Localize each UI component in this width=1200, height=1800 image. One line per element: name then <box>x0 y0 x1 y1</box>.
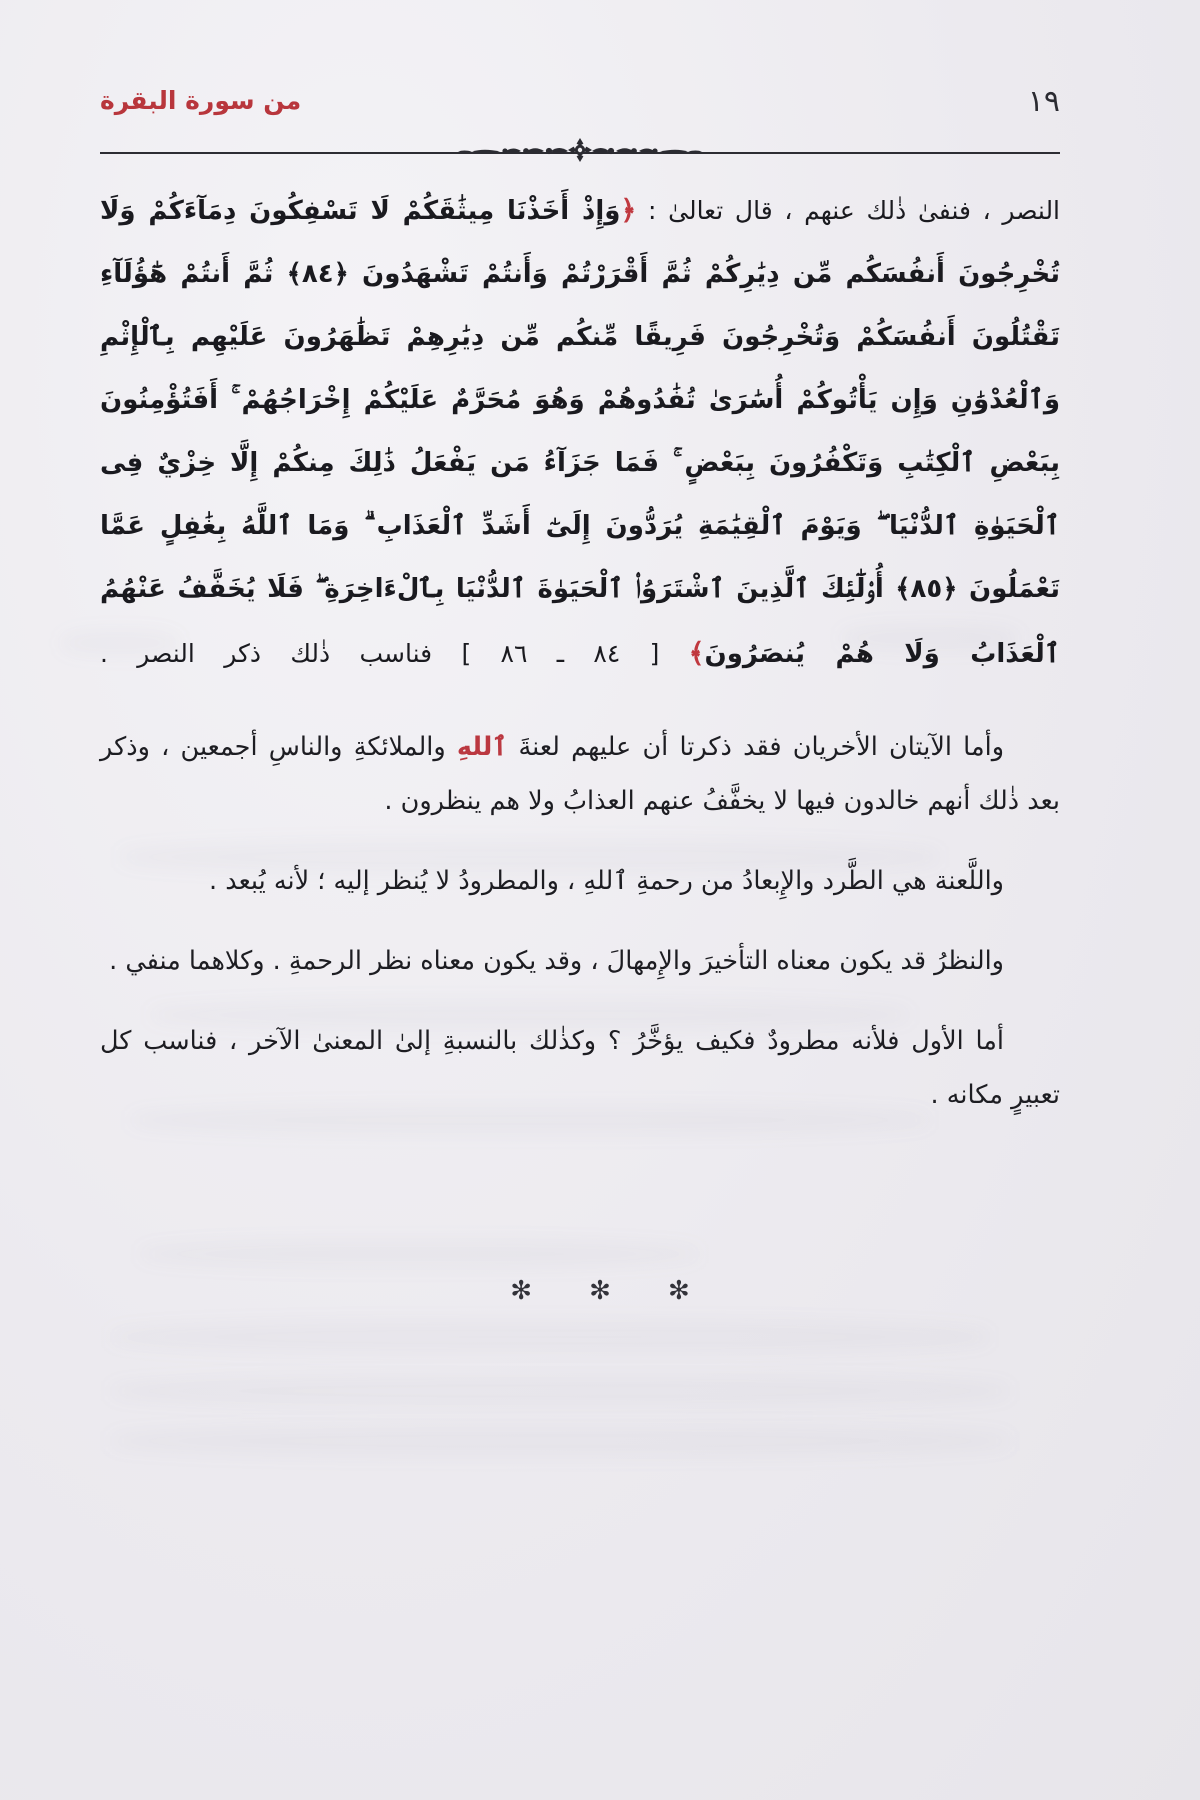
quran-lead-in-text: النصر ، فنفىٰ ذٰلك عنهم ، قال تعالىٰ : <box>636 196 1061 225</box>
quran-quotation-paragraph <box>100 178 1060 686</box>
bleed-through-blotch <box>110 1320 990 1354</box>
paragraph-segment: والملائكةِ والناسِ أجمعين ، وذكر بعد ذٰلك أنهم خالدون فيها لا يخفَّفُ عنهم العذابُ ولا هم ينظرون . <box>100 732 1060 817</box>
paragraph-segment: والنظرُ قد يكون معناه التأخيرَ والإِمهالَ ، وقد يكون معناه نظر الرحمةِ . وكلاهما منفي . <box>109 946 1004 977</box>
asterisk-icon: ✻ <box>667 1276 690 1306</box>
quran-block-tail-text: فناسب ذٰلك ذكر النصر . <box>100 638 433 668</box>
quote-open-bracket-icon: ﴿ <box>620 195 637 226</box>
text-column <box>100 178 1060 1148</box>
commentary-paragraph-2 <box>100 854 1060 908</box>
commentary-paragraph-3 <box>100 934 1060 988</box>
bleed-through-blotch <box>110 1375 1010 1407</box>
asterisk-icon: ✻ <box>589 1276 611 1306</box>
page-number: ١٩ <box>1027 84 1060 119</box>
paragraph-segment: واللَّعنة هي الطَّرد والإِبعادُ من رحمةِ <box>628 866 1004 897</box>
bleed-through-blotch <box>110 1425 1010 1457</box>
paragraph-segment: ، والمطرودُ لا يُنظر إليه ؛ لأنه يُبعد . <box>209 866 584 897</box>
verse-reference: [ ٨٤ ـ ٨٦ ] <box>432 638 689 668</box>
paragraph-segment: وأما الآيتان الأخريان فقد ذكرتا أن عليهم لعنةَ <box>507 732 1005 763</box>
lafz-al-jalala: ٱللهِ <box>456 732 508 763</box>
bleed-through-blotch <box>140 1240 700 1268</box>
header-rule <box>100 142 1060 166</box>
paragraph-segment: أما الأول فلأنه مطرودٌ فكيف يؤخَّرُ ؟ وكذٰلك بالنسبةِ إلىٰ المعنىٰ الآخر ، فناسب كل تعبيرٍ مكانه . <box>100 1026 1060 1111</box>
floral-divider-ornament <box>430 128 730 162</box>
quote-close-bracket-icon: ﴾ <box>688 637 705 669</box>
asterisk-separator <box>0 1276 1200 1306</box>
quran-verse-text: وَإِذْ أَخَذْنَا مِيثَٰقَكُمْ لَا تَسْفِكُونَ دِمَآءَكُمْ وَلَا تُخْرِجُونَ أَنفُسَكُم مِّن دِيَٰرِكُمْ ثُمَّ أَقْرَرْتُمْ وَأَنتُمْ تَشْهَدُونَ ﴿٨٤﴾ ثُمَّ أَنتُمْ هَٰٓؤُلَآءِ تَقْتُلُونَ أَنفُسَكُمْ وَتُخْرِجُونَ فَرِيقًا مِّنكُم مِّن دِيَٰرِهِمْ تَظَٰهَرُونَ عَلَيْهِم بِٱلْإِثْمِ وَٱلْعُدْوَٰنِ وَإِن يَأْتُوكُمْ أُسَٰرَىٰ تُفَٰدُوهُمْ وَهُوَ مُحَرَّمٌ عَلَيْكُمْ إِخْرَاجُهُمْ ۚ أَفَتُؤْمِنُونَ بِبَعْضِ ٱلْكِتَٰبِ وَتَكْفُرُونَ بِبَعْضٍ ۚ فَمَا جَزَآءُ مَن يَفْعَلُ ذَٰلِكَ مِنكُمْ إِلَّا خِزْيٌ فِى ٱلْحَيَوٰةِ ٱلدُّنْيَا ۖ وَيَوْمَ ٱلْقِيَٰمَةِ يُرَدُّونَ إِلَىٰٓ أَشَدِّ ٱلْعَذَابِ ۗ وَمَا ٱللَّهُ بِغَٰفِلٍ عَمَّا تَعْمَلُونَ ﴿٨٥﴾ أُو۟لَٰٓئِكَ ٱلَّذِينَ ٱشْتَرَوُا۟ ٱلْحَيَوٰةَ ٱلدُّنْيَا بِٱلْءَاخِرَةِ ۖ فَلَا يُخَفَّفُ عَنْهُمُ ٱلْعَذَابُ وَلَا هُمْ يُنصَرُونَ <box>100 196 1060 669</box>
running-head-title: من سورة البقرة <box>100 86 302 115</box>
commentary-paragraph-4 <box>100 1014 1060 1122</box>
commentary-paragraph-1 <box>100 720 1060 828</box>
paragraph-segment: ٱللهِ <box>583 866 629 897</box>
asterisk-icon: ✻ <box>510 1276 532 1306</box>
